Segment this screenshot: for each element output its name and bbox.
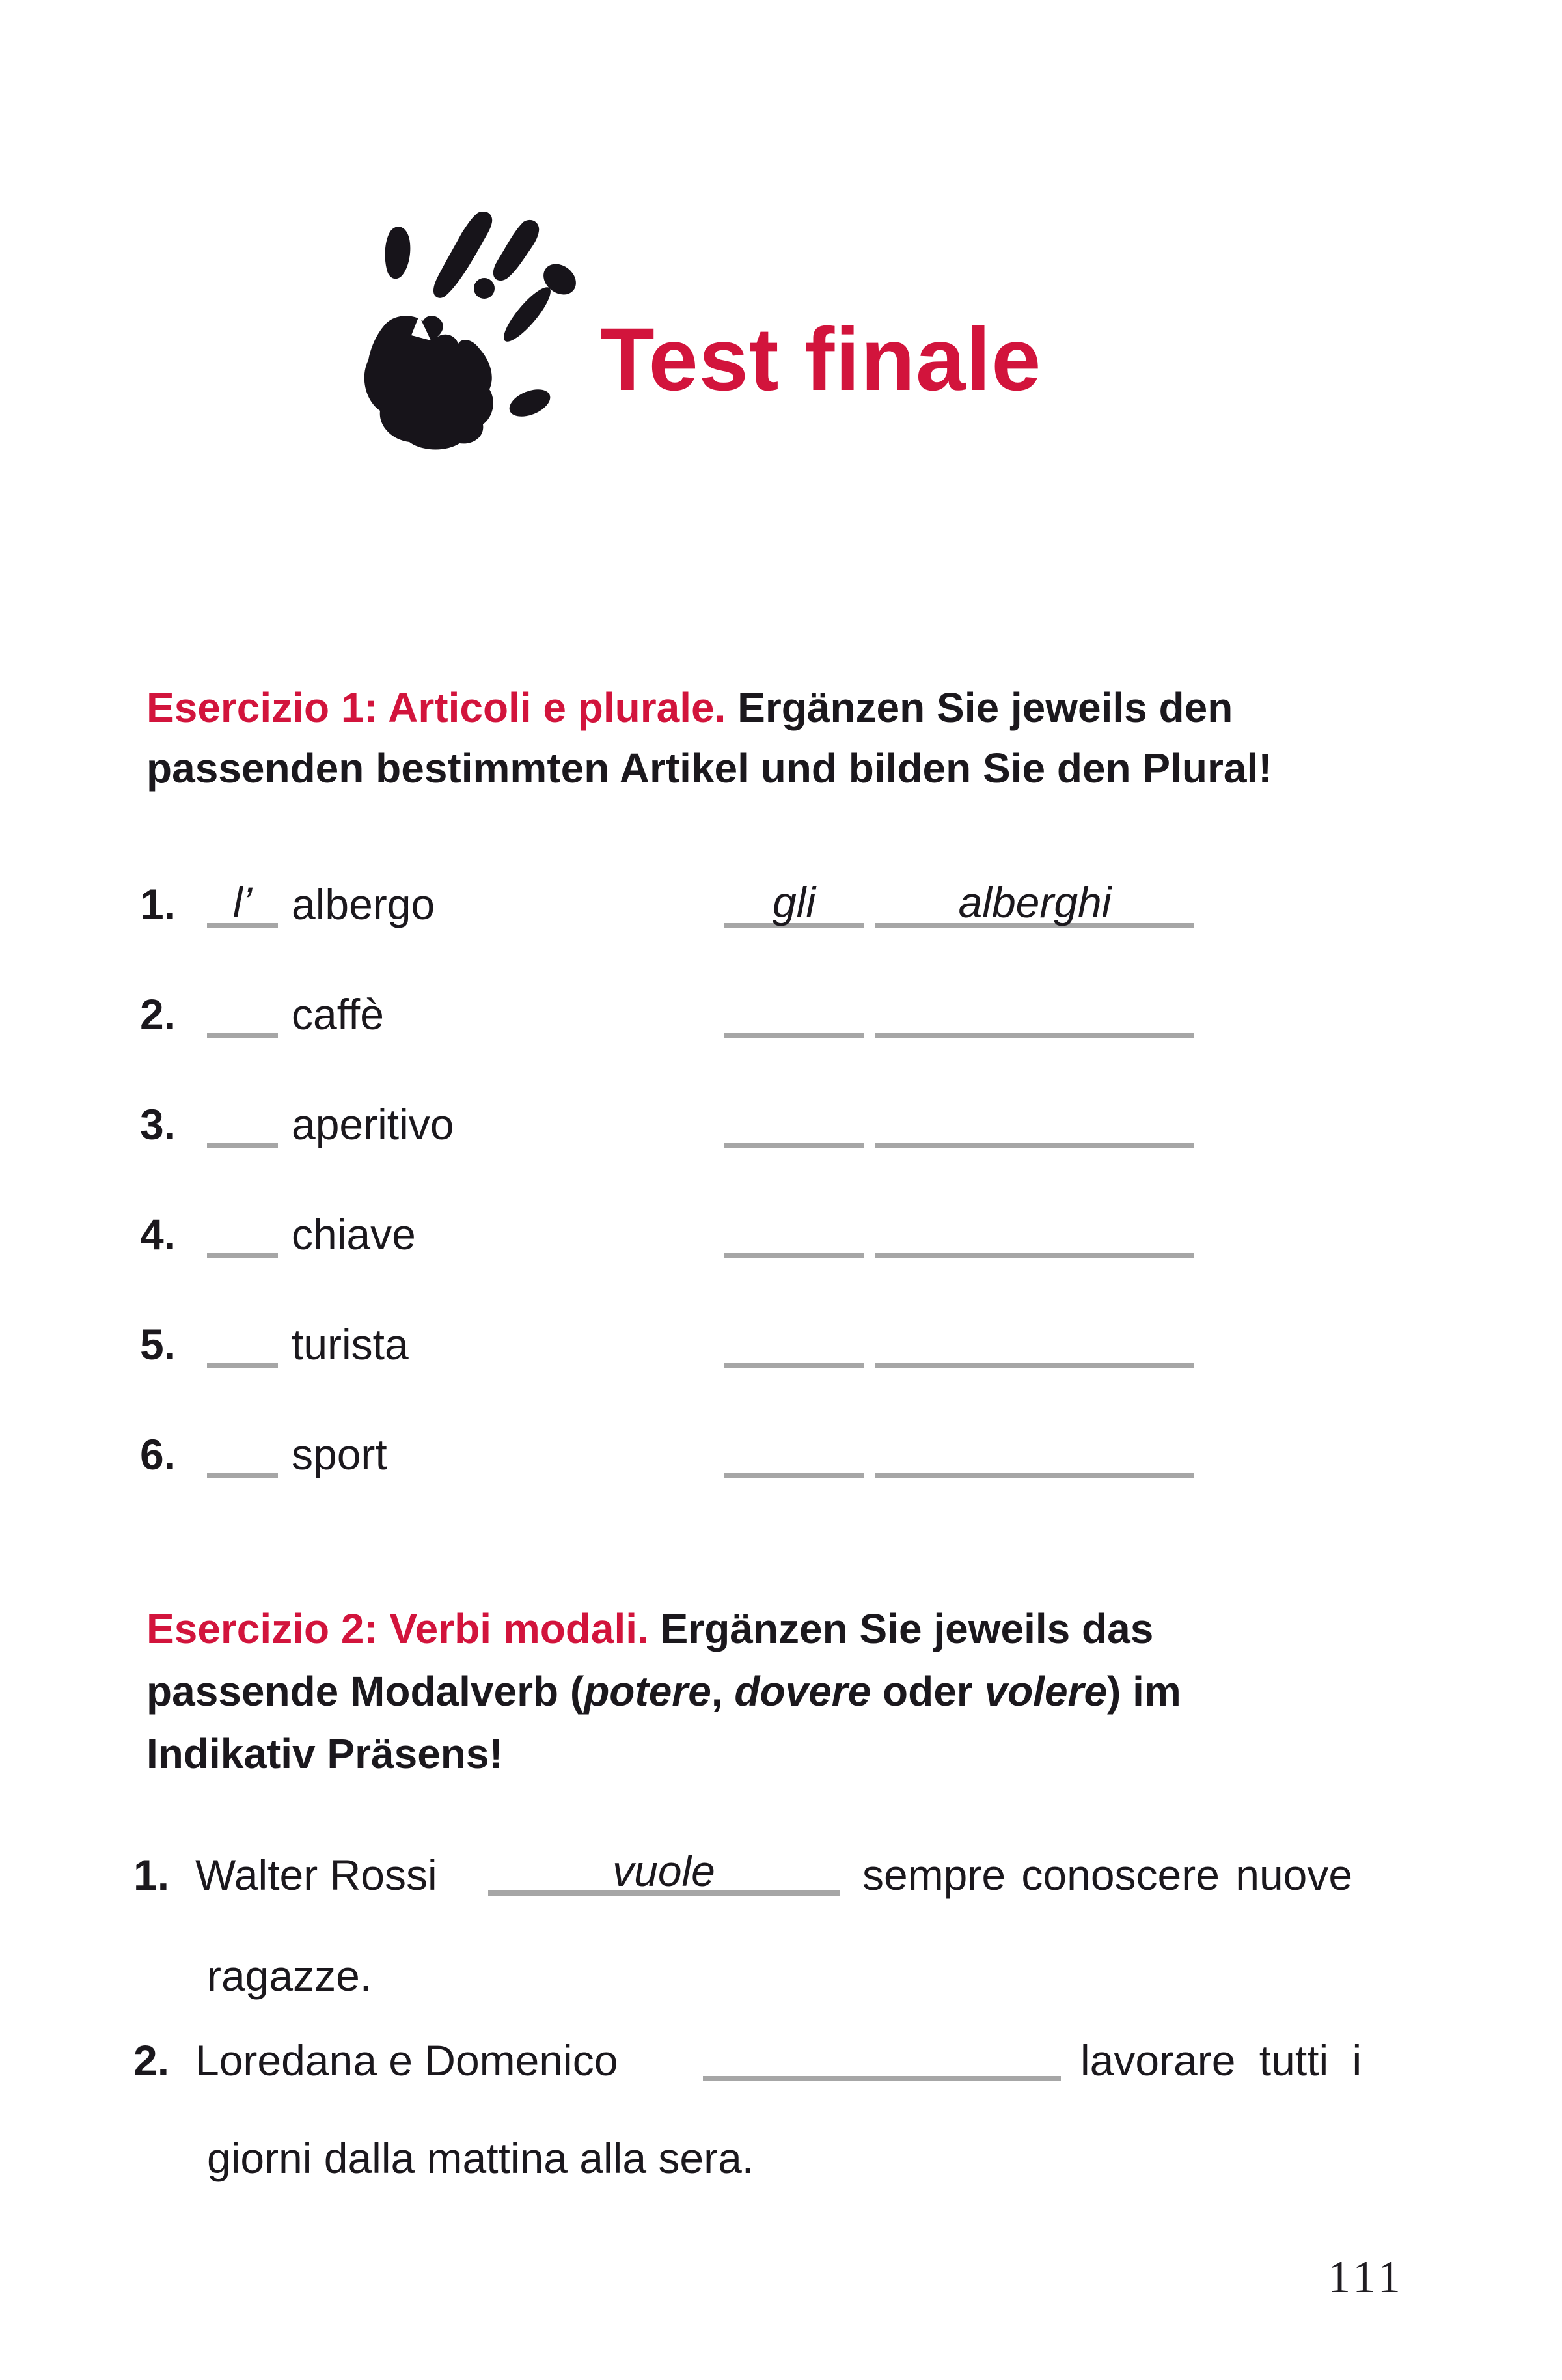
plural-article-blank [724,1323,864,1368]
exercise2-item-2-line1 [0,2036,1562,2086]
plural-noun-blank [875,1323,1194,1368]
heading-text: passende Modalverb ( [146,1668,584,1715]
item-number: 6. [140,1430,176,1478]
heading-text: oder [871,1668,985,1715]
plural-noun-blank [875,993,1194,1038]
article-blank [207,1103,278,1148]
noun-label: caffè [292,990,384,1038]
exercise1-row-1 [0,878,1562,930]
plural-article-blank: gli [724,883,864,928]
plural-article-blank [724,1433,864,1478]
heading-text: , [711,1668,735,1715]
handprint-index-base [497,282,556,347]
modal-verb-potere: potere [584,1668,711,1715]
exercise1-heading-line1 [146,684,1233,731]
modal-verb-dovere: dovere [734,1668,871,1715]
article-blank [207,1433,278,1478]
noun-label: chiave [292,1210,416,1258]
sentence-start: Loredana e Domenico [195,2036,618,2084]
plural-noun-blank: alberghi [875,883,1194,928]
plural-article-blank [724,1103,864,1148]
noun-label: albergo [292,880,435,928]
handprint-middle-finger [493,220,539,281]
handprint-palm [364,316,493,449]
handprint-thumb [506,384,555,422]
exercise2-heading-line1 [146,1605,1154,1652]
exercise2-heading-red: Esercizio 2: Verbi modali. [146,1605,649,1652]
exercise1-row-6 [0,1430,1562,1480]
exercise2-heading-line3: Indikativ Präsens! [146,1730,503,1777]
plural-article-blank [724,1213,864,1258]
article-blank: l’ [207,883,278,928]
handprint-icon [350,212,578,452]
item-number: 5. [140,1320,176,1368]
sentence-end: lavorare tutti i [1080,2036,1362,2084]
exercise1-row-2 [0,990,1562,1040]
verb-blank [703,2039,1061,2081]
exercise2-heading-instruction: Ergänzen Sie jeweils das [648,1605,1154,1652]
heading-text: ) im [1107,1668,1181,1715]
exercise2-item-1-line1 [0,1847,1562,1900]
article-blank [207,993,278,1038]
plural-article-blank [724,993,864,1038]
handprint-middle-blob [474,278,495,299]
plural-noun-blank [875,1433,1194,1478]
handprint-pinky [385,227,411,279]
exercise2-item-1-continuation: ragazze. [207,1952,372,2000]
item-number: 2. [140,990,176,1038]
article-blank [207,1213,278,1258]
modal-verb-volere: volere [984,1668,1108,1715]
plural-noun-blank [875,1103,1194,1148]
noun-label: turista [292,1320,409,1368]
exercise1-row-5 [0,1320,1562,1370]
noun-label: aperitivo [292,1100,454,1148]
verb-blank: vuole [488,1853,840,1896]
article-blank [207,1323,278,1368]
plural-noun-blank [875,1213,1194,1258]
page-number: 111 [1328,2252,1404,2303]
item-number: 1. [140,880,176,928]
exercise1-heading-red: Esercizio 1: Articoli e plurale. [146,684,726,731]
exercise2-item-2-continuation: giorni dalla mattina alla sera. [207,2134,754,2182]
item-number: 3. [140,1100,176,1148]
exercise1-row-4 [0,1210,1562,1260]
exercise1-heading-instruction: Ergänzen Sie jeweils den [726,684,1233,731]
item-number: 4. [140,1210,176,1258]
sentence-end: sempre conoscere nuove [862,1851,1353,1899]
sentence-start: Walter Rossi [195,1851,437,1899]
page-title: Test finale [600,310,1042,409]
item-number: 2. [133,2036,170,2084]
exercise2-heading-line2 [146,1668,1181,1715]
exercise1-row-3 [0,1100,1562,1150]
exercise1-heading-line2: passenden bestimmten Artikel und bilden Sie den Plural! [146,745,1272,792]
noun-label: sport [292,1430,387,1478]
item-number: 1. [133,1851,170,1899]
